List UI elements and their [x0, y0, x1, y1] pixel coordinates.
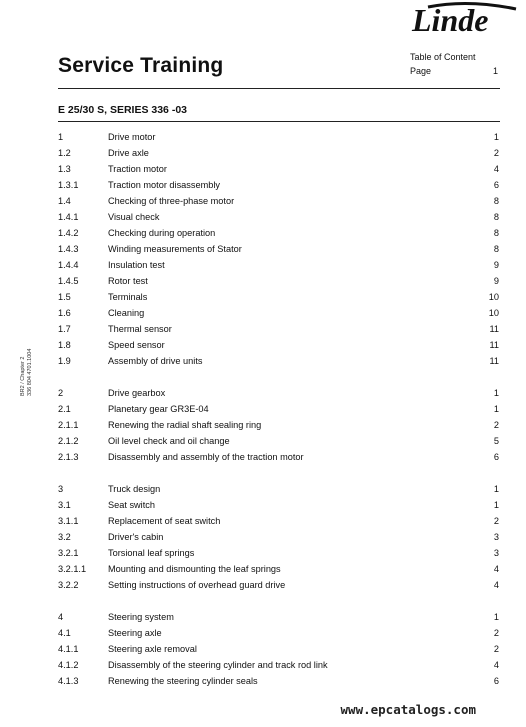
section-gap [58, 593, 500, 609]
toc-entry-title: Thermal sensor [108, 324, 172, 334]
toc-entry[interactable] [58, 673, 500, 689]
toc-entry-title: Seat switch [108, 500, 155, 510]
toc-entry-page: 3 [493, 548, 499, 558]
toc-entry-number: 3.2 [58, 532, 71, 542]
toc-entry-page: 11 [489, 340, 499, 350]
toc-entry-title: Visual check [108, 212, 160, 222]
toc-entry-number: 4 [58, 612, 64, 622]
toc-entry-title: Traction motor disassembly [108, 180, 220, 190]
toc-entry[interactable] [58, 193, 500, 209]
toc-entry[interactable] [58, 657, 500, 673]
toc-entry-page: 2 [493, 420, 499, 430]
toc-entry-number: 1.4.2 [58, 228, 79, 238]
toc-label: Table of Content [410, 52, 476, 62]
toc-entry-title: Drive motor [108, 132, 156, 142]
toc-entry[interactable] [58, 625, 500, 641]
toc-entry-title: Mounting and dismounting the leaf springs [108, 564, 281, 574]
toc-entry[interactable] [58, 401, 500, 417]
toc-entry-title: Drive gearbox [108, 388, 166, 398]
toc-entry-number: 1.6 [58, 308, 71, 318]
toc-entry-page: 9 [493, 260, 499, 270]
toc-entry-number: 1.4.3 [58, 244, 79, 254]
subtitle-rule [58, 121, 500, 122]
toc-entry[interactable] [58, 257, 500, 273]
linde-logo-mark [408, 1, 526, 41]
toc-entry-number: 2 [58, 388, 64, 398]
toc-entry-page: 4 [493, 660, 499, 670]
toc-entry-title: Traction motor [108, 164, 167, 174]
toc-entry-number: 3.2.1.1 [58, 564, 87, 574]
toc-entry-number: 1.4.4 [58, 260, 79, 270]
toc-entry-number: 1.9 [58, 356, 71, 366]
toc-entry-title: Speed sensor [108, 340, 165, 350]
toc-entry[interactable] [58, 337, 500, 353]
toc-entry-page: 6 [493, 452, 499, 462]
toc-entry[interactable] [58, 177, 500, 193]
toc-entry-title: Insulation test [108, 260, 165, 270]
toc-entry[interactable] [58, 561, 500, 577]
toc-entry-number: 4.1 [58, 628, 71, 638]
toc-entry-page: 1 [493, 388, 499, 398]
toc-entry-number: 2.1.3 [58, 452, 79, 462]
toc-entry[interactable] [58, 577, 500, 593]
toc-entry-title: Checking during operation [108, 228, 216, 238]
toc-entry-page: 8 [493, 244, 499, 254]
toc-entry-page: 2 [493, 644, 499, 654]
document-subtitle: E 25/30 S, SERIES 336 -03 [58, 104, 187, 116]
header-rule [58, 88, 500, 89]
toc-entry[interactable] [58, 145, 500, 161]
side-reference [20, 344, 60, 404]
toc-entry-number: 1 [58, 132, 64, 142]
toc-entry-title: Torsional leaf springs [108, 548, 195, 558]
toc-entry-page: 1 [493, 484, 499, 494]
toc-entry[interactable] [58, 417, 500, 433]
toc-entry-number: 3 [58, 484, 64, 494]
toc-entry-page: 2 [493, 516, 499, 526]
toc-entry-number: 1.5 [58, 292, 71, 302]
toc-entry[interactable] [58, 321, 500, 337]
side-reference-line-1: BR2 / Chapter 2 [20, 356, 26, 396]
toc-entry-title: Disassembly of the steering cylinder and track rod link [108, 660, 328, 670]
toc-entry-page: 3 [493, 532, 499, 542]
toc-entry-page: 4 [493, 580, 499, 590]
toc-entry-title: Steering system [108, 612, 174, 622]
toc-entry[interactable] [58, 305, 500, 321]
toc-entry[interactable] [58, 241, 500, 257]
toc-entry-page: 8 [493, 196, 499, 206]
toc-entry[interactable] [58, 433, 500, 449]
toc-entry-title: Winding measurements of Stator [108, 244, 242, 254]
toc-entry-page: 4 [493, 564, 499, 574]
toc-entry-title: Checking of three-phase motor [108, 196, 235, 206]
table-of-contents [58, 129, 500, 689]
toc-entry-page: 11 [489, 324, 499, 334]
toc-entry-number: 1.2 [58, 148, 71, 158]
section-gap [58, 465, 500, 481]
toc-entry[interactable] [58, 545, 500, 561]
toc-entry[interactable] [58, 481, 500, 497]
toc-entry-page: 11 [489, 356, 499, 366]
toc-entry-title: Steering axle [108, 628, 162, 638]
toc-entry-number: 1.7 [58, 324, 71, 334]
toc-entry[interactable] [58, 449, 500, 465]
toc-entry-page: 5 [493, 436, 499, 446]
watermark: www.epcatalogs.com [340, 702, 476, 717]
toc-entry-number: 3.1.1 [58, 516, 79, 526]
toc-entry-number: 2.1 [58, 404, 71, 414]
toc-entry-page: 2 [493, 148, 499, 158]
toc-entry-page: 4 [493, 164, 499, 174]
toc-entry-title: Renewing the radial shaft sealing ring [108, 420, 262, 430]
toc-entry-page: 10 [488, 308, 499, 318]
toc-entry-number: 1.4.5 [58, 276, 79, 286]
toc-entry-page: 8 [493, 228, 499, 238]
toc-entry-number: 1.4 [58, 196, 71, 206]
toc-entry-title: Oil level check and oil change [108, 436, 230, 446]
toc-entry-number: 2.1.2 [58, 436, 79, 446]
toc-entry[interactable] [58, 497, 500, 513]
toc-entry-title: Disassembly and assembly of the traction motor [108, 452, 304, 462]
linde-logo [404, 0, 526, 42]
toc-entry-page: 6 [493, 676, 499, 686]
toc-entry-title: Driver's cabin [108, 532, 164, 542]
toc-entry-title: Cleaning [108, 308, 145, 318]
toc-entry-page: 6 [493, 180, 499, 190]
toc-entry[interactable] [58, 289, 500, 305]
page-number: 1 [492, 66, 498, 76]
page-label: Page [410, 66, 432, 76]
toc-entry-title: Renewing the steering cylinder seals [108, 676, 258, 686]
toc-entry[interactable] [58, 161, 500, 177]
toc-entry-page: 1 [493, 612, 499, 622]
toc-entry-number: 3.2.1 [58, 548, 79, 558]
toc-entry-page: 1 [493, 132, 499, 142]
side-reference-line-2: 336 804 4701.1004 [27, 348, 33, 396]
toc-entry-title: Truck design [108, 484, 161, 494]
toc-entry-number: 1.3.1 [58, 180, 79, 190]
toc-entry-number: 2.1.1 [58, 420, 79, 430]
toc-entry[interactable] [58, 513, 500, 529]
toc-entry-page: 1 [493, 404, 499, 414]
toc-entry[interactable] [58, 385, 500, 401]
section-gap [58, 369, 500, 385]
toc-entry-number: 3.1 [58, 500, 71, 510]
toc-entry-title: Rotor test [108, 276, 148, 286]
toc-entry-number: 3.2.2 [58, 580, 79, 590]
toc-entry[interactable] [58, 353, 500, 369]
toc-entry[interactable] [58, 209, 500, 225]
toc-entry-page: 9 [493, 276, 499, 286]
toc-entry-title: Terminals [108, 292, 148, 302]
toc-entry[interactable] [58, 129, 500, 145]
toc-entry-title: Assembly of drive units [108, 356, 203, 366]
page-title: Service Training [58, 54, 224, 77]
toc-entry-title: Replacement of seat switch [108, 516, 221, 526]
toc-entry-number: 4.1.3 [58, 676, 79, 686]
toc-entry-page: 10 [488, 292, 499, 302]
toc-entry-number: 4.1.1 [58, 644, 79, 654]
toc-entry[interactable] [58, 609, 500, 625]
toc-entry[interactable] [58, 273, 500, 289]
toc-entry-number: 4.1.2 [58, 660, 79, 670]
toc-entry-number: 1.3 [58, 164, 71, 174]
toc-entry-title: Drive axle [108, 148, 149, 158]
toc-entry-title: Setting instructions of overhead guard drive [108, 580, 286, 590]
toc-entry[interactable] [58, 529, 500, 545]
toc-entry[interactable] [58, 225, 500, 241]
toc-entry[interactable] [58, 641, 500, 657]
linde-logo-text: Linde [412, 2, 489, 38]
toc-entry-number: 1.8 [58, 340, 71, 350]
toc-entry-title: Steering axle removal [108, 644, 197, 654]
toc-entry-title: Planetary gear GR3E-04 [108, 404, 209, 414]
toc-entry-page: 2 [493, 628, 499, 638]
toc-entry-page: 8 [493, 212, 499, 222]
toc-entry-number: 1.4.1 [58, 212, 79, 222]
toc-entry-page: 1 [493, 500, 499, 510]
